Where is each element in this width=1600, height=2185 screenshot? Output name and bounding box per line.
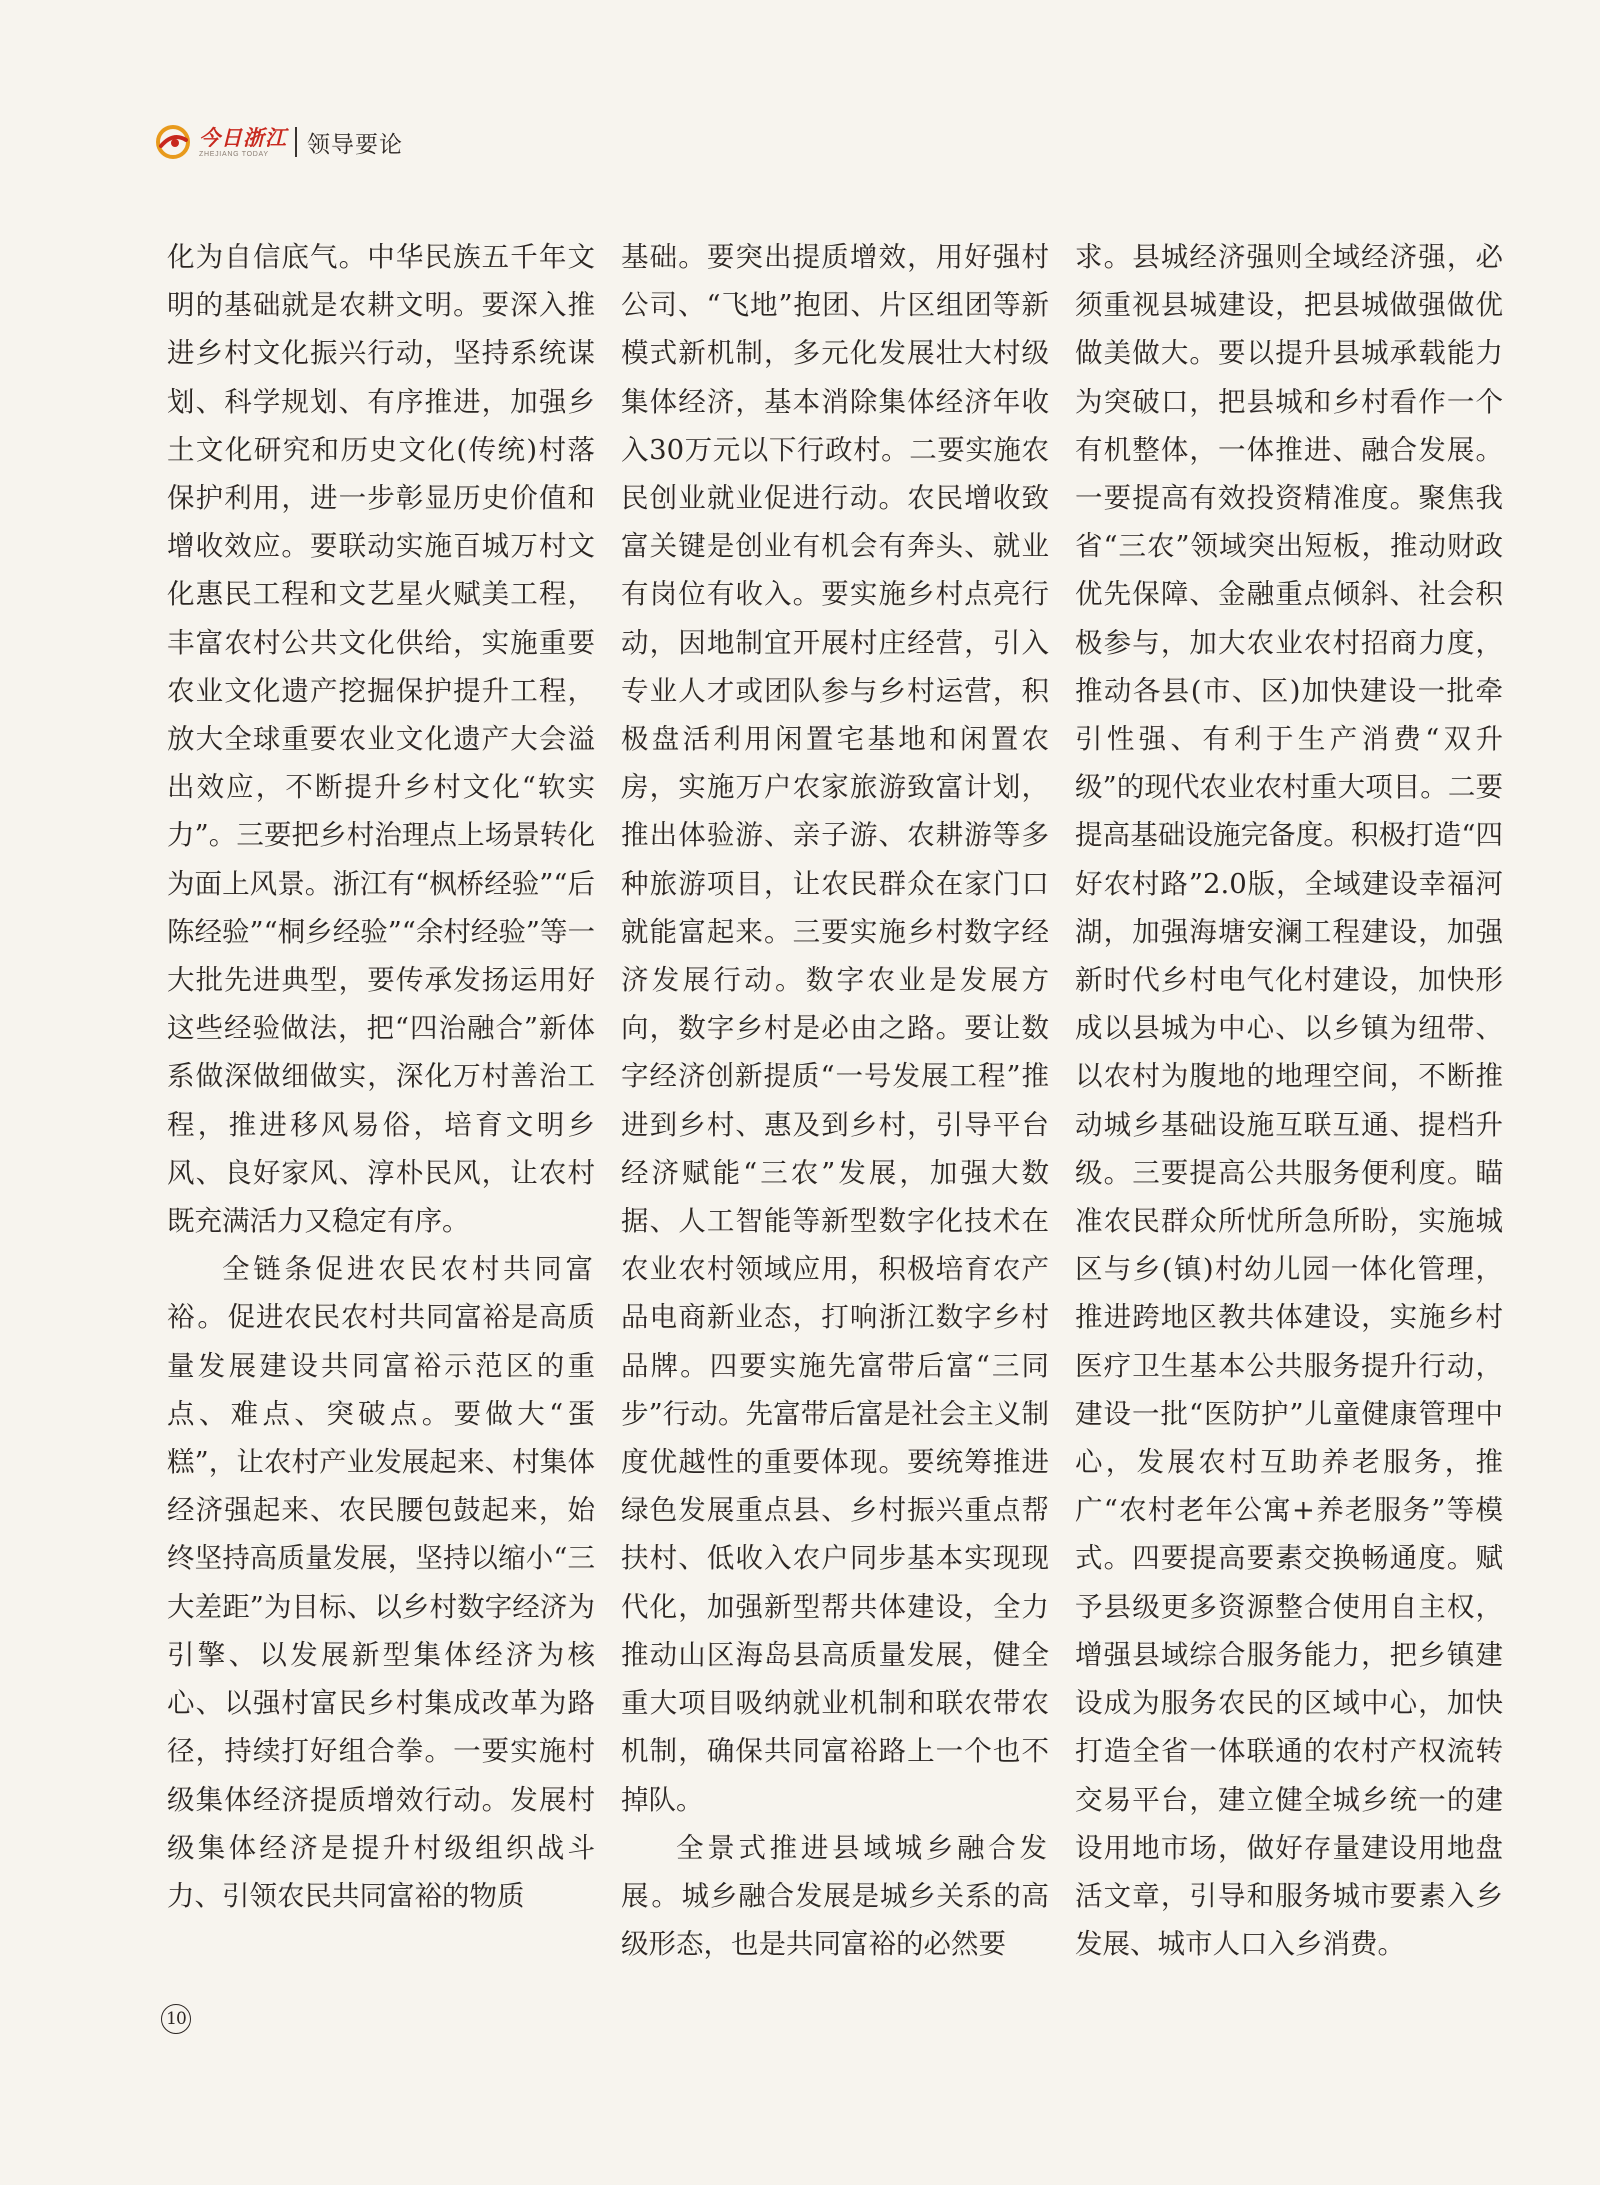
paragraph [621, 1824, 1049, 1969]
article-column-3 [1075, 233, 1503, 1968]
section-title: 领导要论 [307, 131, 403, 158]
header-divider [295, 127, 297, 157]
paragraph-lead-heading: 全景式推进县域城乡融合发展。 [621, 1831, 1049, 1912]
logo-english-name: ZHEJIANG TODAY [199, 150, 269, 158]
paragraph-continued: 求。县城经济强则全域经济强，必须重视县城建设，把县城做强做优做美做大。要以提升县城承载能力为突破口，把县城和乡村看作一个有机整体，一体推进、融合发展。一要提高有效投资精准度。聚焦我省“三农”领域突出短板，推动财政优先保障、金融重点倾斜、社会积极参与，加大农业农村招商力度，推动各县(市、区)加快建设一批牵引性强、有利于生产消费“双升级”的现代农业农村重大项目。二要提高基础设施完备度。积极打造“四好农村路”2.0版，全域建设幸福河湖，加强海塘安澜工程建设，加强新时代乡村电气化村建设，加快形成以县城为中心、以乡镇为纽带、以农村为腹地的地理空间，不断推动城乡基础设施互联互通、提档升级。三要提高公共服务便利度。瞄准农民群众所忧所急所盼，实施城区与乡(镇)村幼儿园一体化管理，推进跨地区教共体建设，实施乡村医疗卫生基本公共服务提升行动，建设一批“医防护”儿童健康管理中心，发展农村互助养老服务，推广“农村老年公寓+养老服务”等模式。四要提高要素交换畅通度。赋予县级更多资源整合使用自主权，增强县域综合服务能力，把乡镇建设成为服务农民的区域中心，加快打造全省一体联通的农村产权流转交易平台，建立健全城乡统一的建设用地市场，做好存量建设用地盘活文章，引导和服务城市要素入乡发展、城市人口入乡消费。 [1075, 241, 1503, 1961]
zhejiang-today-logo-icon [155, 124, 191, 160]
paragraph [167, 1245, 595, 1920]
paragraph-body: 促进农民农村共同富裕是高质量发展建设共同富裕示范区的重点、难点、突破点。要做大“蛋糕”，让农村产业发展起来、村集体经济强起来、农民腰包鼓起来，始终坚持高质量发展，坚持以缩小“三大差距”为目标、以乡村数字经济为引擎、以发展新型集体经济为核心、以强村富民乡村集成改革为路径，持续打好组合拳。一要实施村级集体经济提质增效行动。发展村级集体经济是提升村级组织战斗力、引领农民共同富裕的物质 [167, 1301, 596, 1912]
paragraph-continued: 基础。要突出提质增效，用好强村公司、“飞地”抱团、片区组团等新模式新机制，多元化发展壮大村级集体经济，基本消除集体经济年收入30万元以下行政村。二要实施农民创业就业促进行动。农民增收致富关键是创业有机会有奔头、就业有岗位有收入。要实施乡村点亮行动，因地制宜开展村庄经营，引入专业人才或团队参与乡村运营，积极盘活利用闲置宅基地和闲置农房，实施万户农家旅游致富计划，推出体验游、亲子游、农耕游等多种旅游项目，让农民群众在家门口就能富起来。三要实施乡村数字经济发展行动。数字农业是发展方向，数字乡村是必由之路。要让数字经济创新提质“一号发展工程”推进到乡村、惠及到乡村，引导平台经济赋能“三农”发展，加强大数据、人工智能等新型数字化技术在农业农村领域应用，积极培育农产品电商新业态，打响浙江数字乡村品牌。四要实施先富带后富“三同步”行动。先富带后富是社会主义制度优越性的重要体现。要统筹推进绿色发展重点县、乡村振兴重点帮扶村、低收入农户同步基本实现现代化，加强新型帮共体建设，全力推动山区海岛县高质量发展，健全重大项目吸纳就业机制和联农带农机制，确保共同富裕路上一个也不掉队。 [621, 241, 1049, 1816]
logo-chinese-name: 今日浙江 [199, 124, 287, 150]
article-column-1 [167, 233, 595, 1920]
paragraph-lead-heading: 全链条促进农民农村共同富裕。 [167, 1253, 595, 1334]
page-number: 10 [161, 2004, 191, 2034]
paragraph-body: 城乡融合发展是城乡关系的高级形态，也是共同富裕的必然要 [621, 1879, 1050, 1961]
article-column-2 [621, 233, 1049, 1968]
paragraph-continued: 化为自信底气。中华民族五千年文明的基础就是农耕文明。要深入推进乡村文化振兴行动，坚持系统谋划、科学规划、有序推进，加强乡土文化研究和历史文化(传统)村落保护利用，进一步彰显历史价值和增收效应。要联动实施百城万村文化惠民工程和文艺星火赋美工程，丰富农村公共文化供给，实施重要农业文化遗产挖掘保护提升工程，放大全球重要农业文化遗产大会溢出效应，不断提升乡村文化“软实力”。三要把乡村治理点上场景转化为面上风景。浙江有“枫桥经验”“后陈经验”“桐乡经验”“余村经验”等一大批先进典型，要传承发扬运用好这些经验做法，把“四治融合”新体系做深做细做实，深化万村善治工程，推进移风易俗，培育文明乡风、良好家风、淳朴民风，让农村既充满活力又稳定有序。 [167, 241, 595, 1238]
page-header [155, 118, 403, 166]
logo-text [199, 124, 287, 158]
